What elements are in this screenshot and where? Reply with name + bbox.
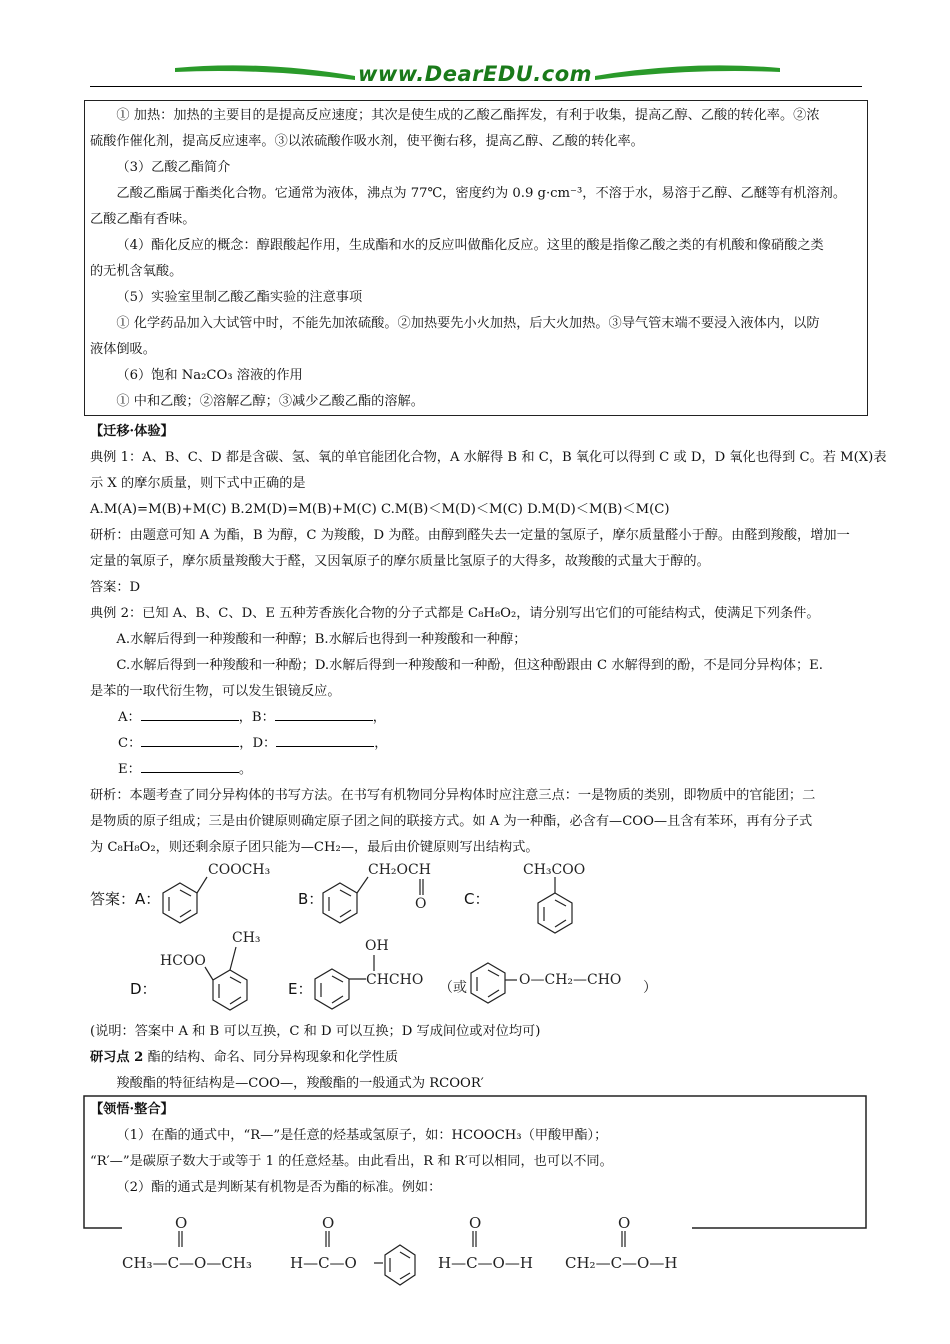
struct-label: O [175,1215,188,1232]
text-line: （3）乙酸乙酯简介 [116,160,231,175]
text-line: （5）实验室里制乙酸乙酯实验的注意事项 [116,290,363,305]
formula-1: CH₃—C—O—CH₃ [122,1254,252,1272]
text-line: 乙酸乙酯属于酯类化合物。它通常为液体，沸点为 77℃，密度约为 0.9 g·cm⁻³，不溶于水，易溶于乙醇、乙醚等有机溶剂。 [116,186,847,201]
answer-blank-b[interactable] [275,708,373,721]
blank-label: E： [118,762,141,777]
text-line: C.水解后得到一种羧酸和一种酚；D.水解后得到一种羧酸和一种酚，但这种酚跟由 C 水解得到的酚，不是同分异构体；E. [116,658,823,673]
struct-label: O—CH₂—CHO [519,972,622,988]
blank-sep: ， [372,710,386,725]
text-line: 羧酸酯的特征结构是—COO—，羧酸酯的一般通式为 RCOOR′ [116,1076,484,1091]
text-line: 为 C₈H₈O₂，则还剩余原子团只能为—CH₂—，最后由价键原则写出结构式。 [90,840,539,855]
text-line: （4）酯化反应的概念：醇跟酸起作用，生成酯和水的反应叫做酯化反应。这里的酸是指像乙酸之类的有机酸和像硝酸之类 [116,238,824,253]
blank-label: ，B： [238,710,275,725]
text-line: （6）饱和 Na₂CO₃ 溶液的作用 [116,368,303,383]
answer-label-d: D： [130,980,157,998]
section-number: 研习点 2 [90,1050,144,1065]
text-line: 研析：由题意可知 A 为酯，B 为醇，C 为羧酸，D 为醛。由醇到醛失去一定量的氢原子，摩尔质量醛小于醇。由醛到羧酸，增加一 [90,528,850,543]
answer-blank-c[interactable] [141,734,239,747]
struct-label: OH [365,938,389,954]
text-line: “R′—”是碳原子数大于或等于 1 的任意烃基。由此看出，R 和 R′可以相同，也可以不同。 [90,1154,613,1169]
text-line: 是物质的原子组成；三是由价键原则确定原子团之间的联接方式。如 A 为一种酯，必含有—COO—且含有苯环，再有分子式 [90,814,813,829]
text-line: 典例 1：A、B、C、D 都是含碳、氢、氧的单官能团化合物，A 水解得 B 和 C，B 氧化可以得到 C 或 D，D 氧化也得到 C。若 M(X)表 [90,450,887,465]
formula-3: H—C—O—H [438,1254,533,1272]
blank-label: C： [118,736,142,751]
struct-label: CHCHO [366,972,424,988]
struct-label: （或 [439,980,467,996]
answer-blank-d[interactable] [276,734,374,747]
blank-label: ，D： [239,736,277,751]
blank-row-cd [118,734,893,754]
answer-options: A.M(A)=M(B)+M(C) B.2M(D)=M(B)+M(C) C.M(B)＜M(D)＜M(C) D.M(D)＜M(B)＜M(C) [90,502,670,517]
text-line: 定量的氧原子，摩尔质量羧酸大于醛，又因氧原子的摩尔质量比氢原子的大得多，故羧酸的式量大于醇的。 [90,554,710,569]
text-line: 是苯的一取代衍生物，可以发生银镜反应。 [90,684,341,699]
struct-label: CH₃ [232,930,261,946]
text-line: 的无机含氧酸。 [90,264,183,279]
struct-label: O [618,1215,631,1232]
note-line: (说明：答案中 A 和 B 可以互换，C 和 D 可以互换；D 写成间位或对位均可) [90,1024,541,1039]
formula-2: H—C—O [290,1254,357,1272]
answer-label-a: 答案：A： [90,890,161,908]
blank-row-e [118,760,893,780]
blank-sep: 。 [238,762,253,777]
struct-label: CH₂OCH [368,862,431,878]
section-heading [90,1048,865,1068]
answer-blank-a[interactable] [141,708,239,721]
formula-4: CH₂—C—O—H [565,1254,678,1272]
header-rule [90,86,862,87]
struct-label: HCOO [160,953,206,969]
section-heading-text: 酯的结构、命名、同分异构现象和化学性质 [143,1050,399,1065]
text-line: 乙酸乙酯有香味。 [90,212,196,227]
blank-sep: ， [374,736,388,751]
text-line: 硫酸作催化剂，提高反应速率。③以浓硫酸作吸水剂，使平衡右移，提高乙醇、乙酸的转化率。 [90,134,644,149]
answer-label-c: C： [464,890,490,908]
site-logo-text: www.DearEDU.com [357,62,593,86]
answer-label-b: B： [298,890,324,908]
box-title: 【领悟·整合】 [90,1102,174,1117]
text-line: ① 加热：加热的主要目的是提高反应速度；其次是使生成的乙酸乙酯挥发，有利于收集，提高乙醇、乙酸的转化率。②浓 [116,108,820,123]
struct-label: COOCH₃ [208,862,271,878]
answer-label-e: E： [288,980,313,998]
text-line: A.水解后得到一种羧酸和一种醇；B.水解后也得到一种羧酸和一种醇； [116,632,527,647]
ester-examples [0,1215,950,1325]
struct-label: O [415,896,427,912]
answer-blank-e[interactable] [141,760,239,773]
text-line: （1）在酯的通式中，“R—”是任意的烃基或氢原子，如：HCOOCH₃（甲酸甲酯）； [116,1128,608,1143]
text-line: ① 中和乙酸；②溶解乙醇；③减少乙酸乙酯的溶解。 [116,394,424,409]
struct-label: O [469,1215,482,1232]
text-line: 液体倒吸。 [90,342,156,357]
struct-label: O [322,1215,335,1232]
text-line: ① 化学药品加入大试管中时，不能先加浓硫酸。②加热要先小火加热，后大火加热。③导气管末端不要浸入液体内，以防 [116,316,820,331]
blank-row-ab [118,708,893,728]
blank-label: A： [118,710,141,725]
text-line: （2）酯的通式是判断某有机物是否为酯的标准。例如： [116,1180,442,1195]
text-line: 研析：本题考查了同分异构体的书写方法。在书写有机物同分异构体时应注意三点：一是物质的类别，即物质中的官能团；二 [90,788,816,803]
struct-label: ） [643,980,657,996]
answer-line: 答案：D [90,580,141,595]
text-line: 典例 2：已知 A、B、C、D、E 五种芳香族化合物的分子式都是 C₈H₈O₂，请分别写出它们的可能结构式，使满足下列条件。 [90,606,820,621]
struct-label: CH₃COO [523,862,586,878]
section-title: 【迁移·体验】 [90,424,174,439]
text-line: 示 X 的摩尔质量，则下式中正确的是 [90,476,306,491]
